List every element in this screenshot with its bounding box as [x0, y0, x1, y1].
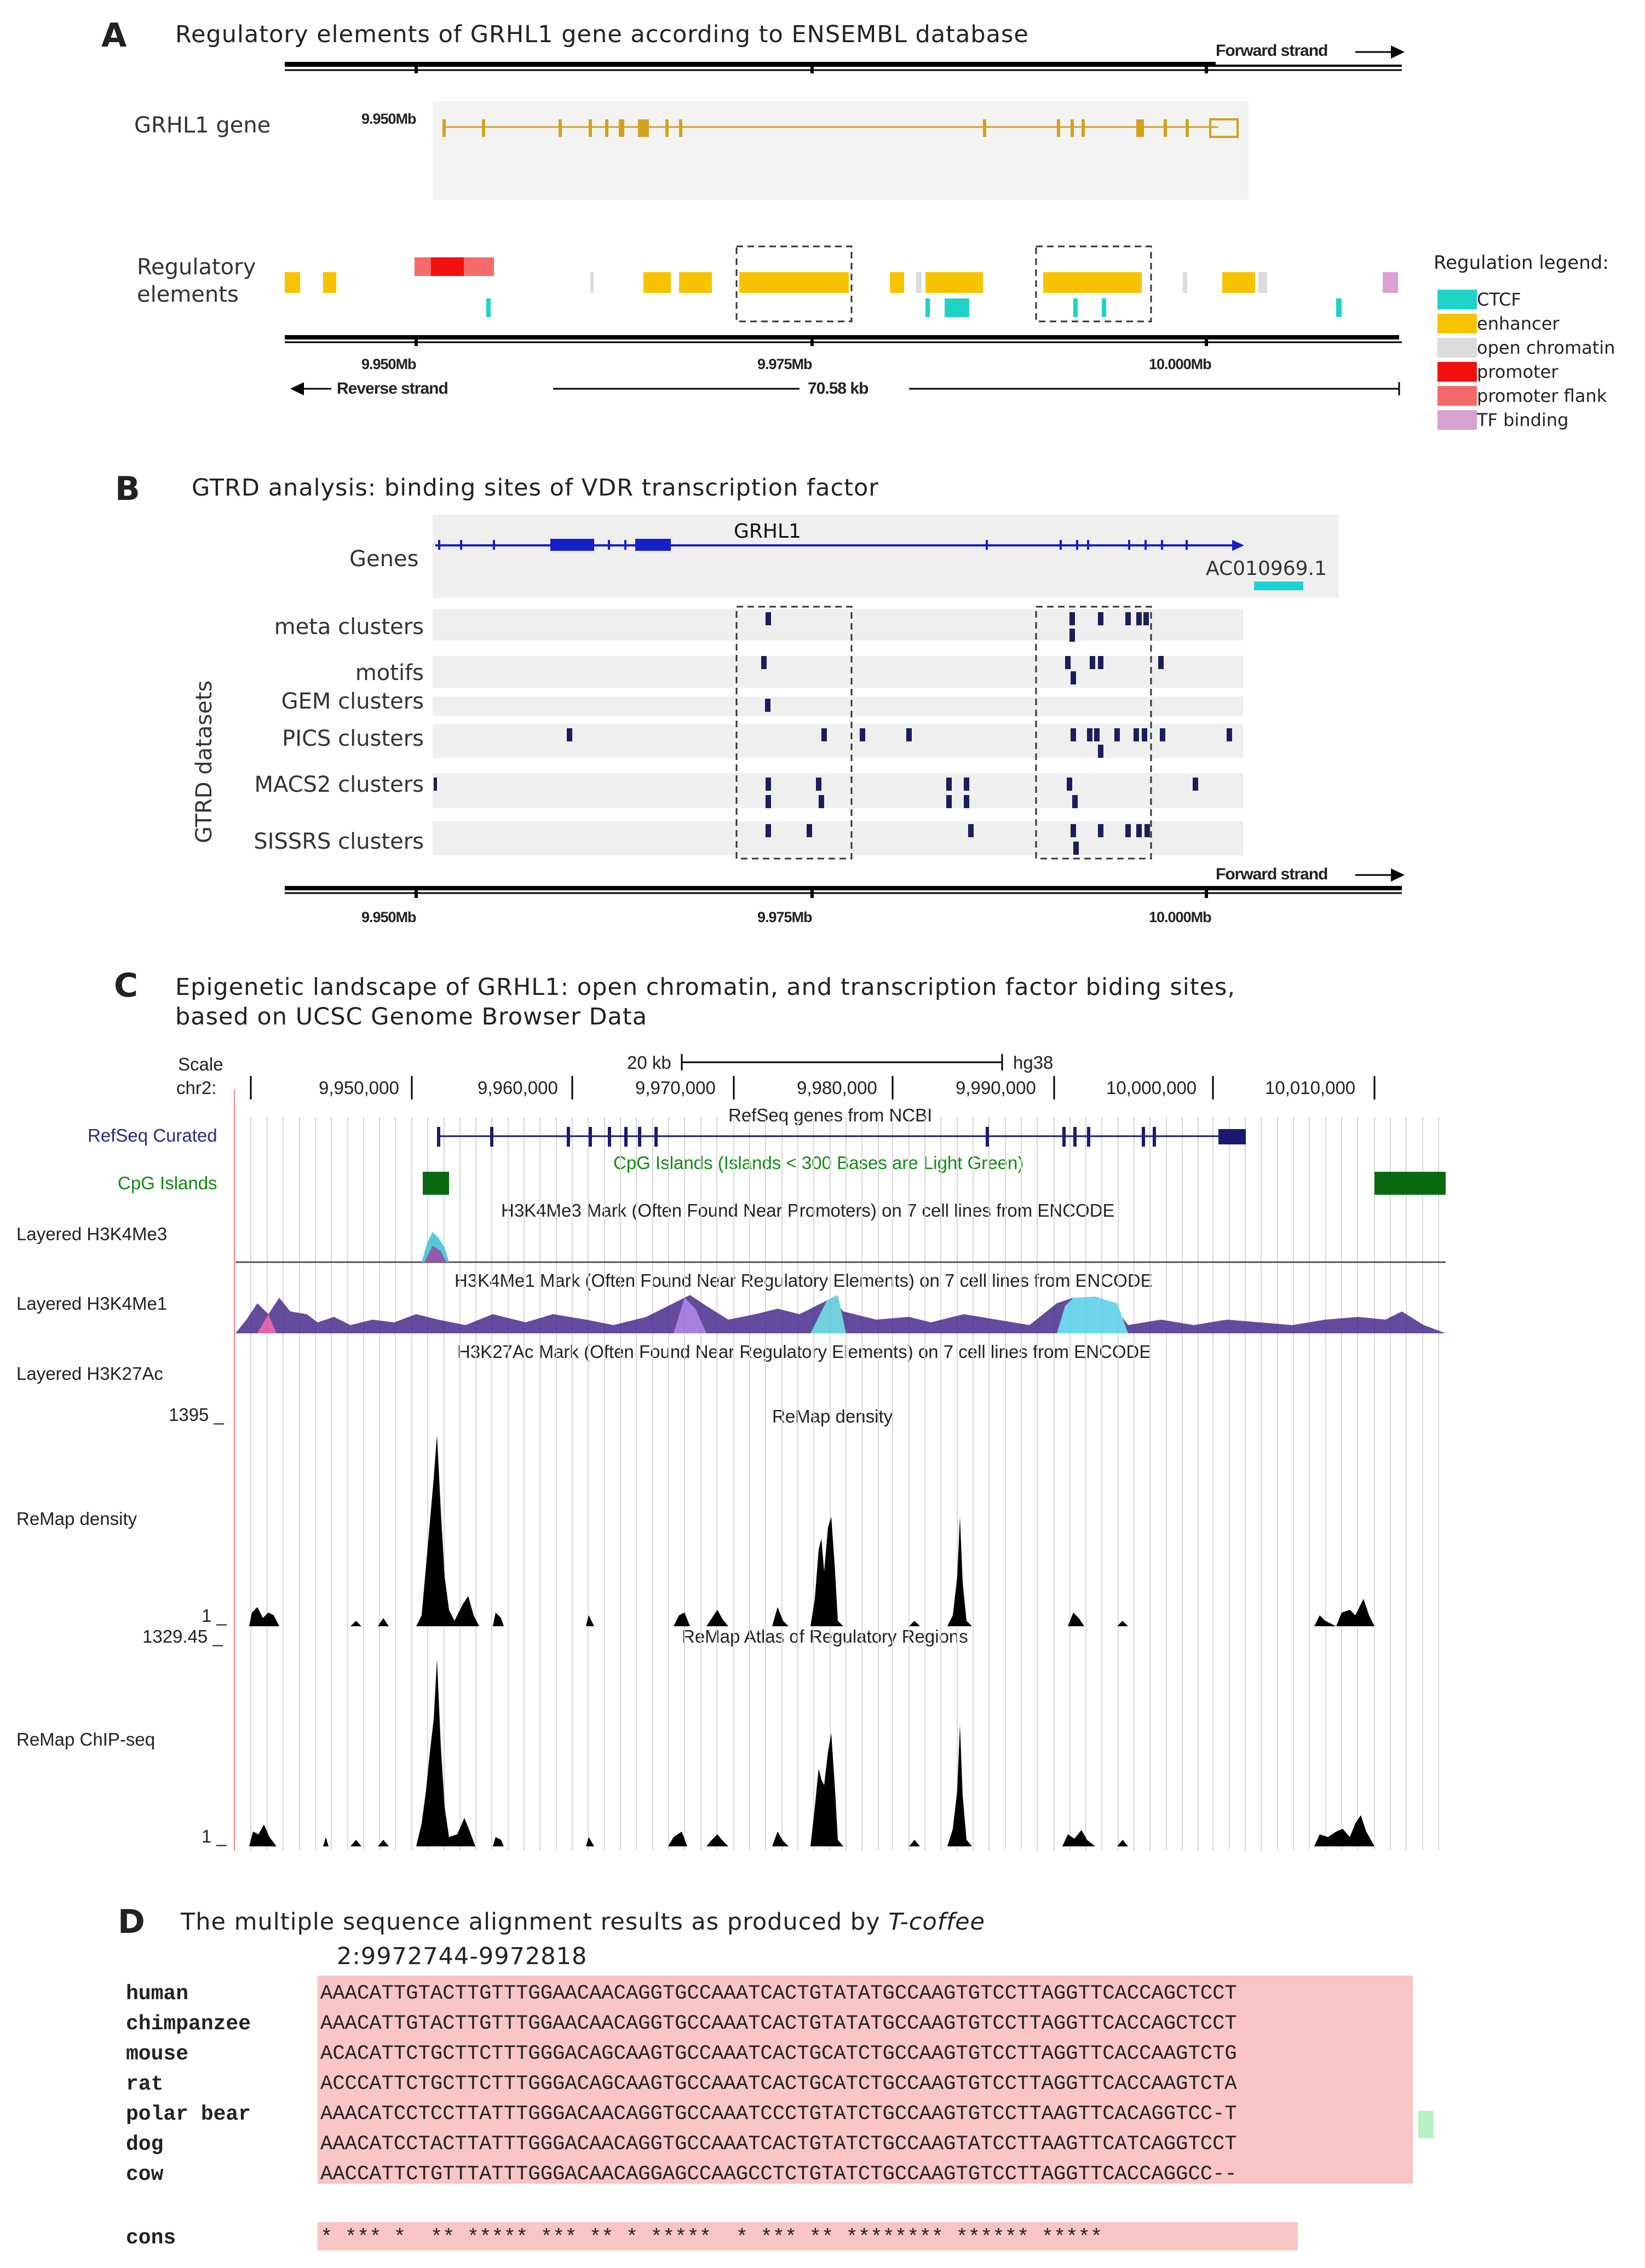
track-gem-clusters: GEM clusters — [281, 689, 424, 714]
gtrd-datasets-text: GTRD datasets — [192, 680, 217, 843]
alignment-region: 2:9972744-9972818 — [337, 1943, 588, 1970]
panel-a-tick-bottom-2: 9.975Mb — [757, 356, 812, 372]
legend-label: promoter flank — [1477, 385, 1607, 406]
gene-track-label: GRHL1 gene — [134, 113, 271, 138]
legend-label: CTCF — [1477, 289, 1521, 310]
scale-bar-label: 20 kb — [627, 1052, 671, 1073]
refseq-gene — [437, 1127, 1246, 1147]
remap-density-min: 1 _ — [202, 1605, 227, 1626]
remap-density-max: 1395 _ — [169, 1404, 224, 1425]
panel-a-label: A — [101, 16, 127, 55]
cpg-island-2 — [1374, 1172, 1446, 1195]
species-human: human — [126, 1982, 189, 2006]
panel-d-label: D — [118, 1903, 145, 1941]
panel-a-tick-1: 9.950Mb — [361, 111, 416, 127]
panel-a-tick-bottom-1: 9.950Mb — [361, 356, 416, 372]
panel-a-title: Regulatory elements of GRHL1 gene according to ENSEMBL database — [175, 21, 1029, 48]
panel-b-forward-strand: Forward strand — [1216, 865, 1328, 883]
h3k4me3-track-label: Layered H3K4Me3 — [16, 1224, 168, 1244]
remap-chip-min: 1 _ — [202, 1826, 227, 1846]
chr-tick-1: 9,950,000 — [319, 1078, 399, 1098]
refseq-desc: RefSeq genes from NCBI — [728, 1105, 933, 1125]
track-sissrs-clusters: SISSRS clusters — [254, 829, 424, 854]
sequence-polar-bear: AAACATCCTCCTTATTTGGGACAACAGGTGCCAAATCCCTGTATCTGCCAAGTGTCCTTAAGTTCACAGGTCC-T — [320, 2103, 1237, 2126]
sequence-mouse: ACACATTCTGCTTCTTTGGGACAGCAAGTGCCAAATCACTGCATCTGCCAAGTGTCCTTAGGTTCACCAAGTCTG — [320, 2042, 1237, 2065]
species-dog: dog — [126, 2133, 164, 2156]
h3k4me1-track-label: Layered H3K4Me1 — [16, 1293, 168, 1314]
sequence-dog: AAACATCCTACTTATTTGGGACAACAGGTGCCAAATCACTGTATCTGCCAAGTATCCTTAAGTTCATCAGGTCCT — [320, 2133, 1237, 2156]
track-pics-clusters: PICS clusters — [282, 726, 424, 751]
track-macs2-clusters: MACS2 clusters — [254, 772, 424, 797]
regulatory-label-1: Regulatory — [137, 255, 256, 280]
sequence-list — [320, 1979, 1237, 2190]
panel-b-title: GTRD analysis: binding sites of VDR transcription factor — [192, 474, 879, 502]
chr-tick-4: 9,980,000 — [797, 1078, 877, 1098]
sequence-human: AAACATTGTACTTGTTTGGAACAACAGGTGCCAAATCACTGTATATGCCAAGTGTCCTTAGGTTCACCAGCTCCT — [320, 1982, 1237, 2005]
panel-a-tick-bottom-3: 10.000Mb — [1149, 356, 1211, 372]
panel-b-tick-2: 9.975Mb — [757, 909, 812, 925]
remap-chip-track-label: ReMap ChIP-seq — [16, 1729, 156, 1749]
panel-d-title-prefix: The multiple sequence alignment results as produced by — [181, 1908, 889, 1936]
remap-chip-desc: ReMap Atlas of Regulatory Regions — [682, 1626, 968, 1647]
panel-d-title — [181, 1908, 985, 1936]
gene-ac010969-name: AC010969.1 — [1206, 557, 1327, 580]
h3k27ac-track-label: Layered H3K27Ac — [16, 1363, 163, 1384]
panel-b-label: B — [115, 470, 140, 508]
species-list — [126, 1979, 251, 2190]
species-rat: rat — [126, 2073, 164, 2096]
cpg-island-1 — [423, 1172, 449, 1195]
chr-tick-2: 9,960,000 — [478, 1078, 558, 1098]
panel-c-title-2: based on UCSC Genome Browser Data — [175, 1003, 648, 1031]
legend-label: promoter — [1477, 361, 1558, 382]
h3k4me1-signal — [235, 1295, 1446, 1333]
consensus-line: * *** * ** ***** *** ** * ***** * *** ** ******** ****** ***** — [320, 2226, 1103, 2249]
cpg-desc: CpG Islands (Islands < 300 Bases are Light Green) — [613, 1153, 1024, 1173]
chr-tick-3: 9,970,000 — [635, 1078, 716, 1098]
legend-label: TF binding — [1477, 410, 1569, 430]
h3k4me1-desc: H3K4Me1 Mark (Often Found Near Regulatory Elements) on 7 cell lines from ENCODE — [455, 1270, 1153, 1291]
panel-d-title-tool: T-coffee — [888, 1908, 985, 1936]
h3k27ac-desc: H3K27Ac Mark (Often Found Near Regulatory Elements) on 7 cell lines from ENCODE — [457, 1342, 1152, 1362]
consensus-label: cons — [126, 2226, 176, 2250]
remap-chip-max: 1329.45 _ — [142, 1626, 223, 1647]
chr-tick-6: 10,000,000 — [1106, 1078, 1197, 1098]
gene-grhl1-name: GRHL1 — [734, 520, 801, 543]
cpg-track-label: CpG Islands — [118, 1173, 217, 1193]
h3k4me3-desc: H3K4Me3 Mark (Often Found Near Promoters) on 7 cell lines from ENCODE — [501, 1200, 1115, 1221]
species-cow: cow — [126, 2163, 164, 2186]
h3k4me3-signal — [235, 1232, 1446, 1262]
chr-tick-7: 10,010,000 — [1265, 1078, 1356, 1098]
alignment-gap-highlight — [1418, 2111, 1434, 2138]
panel-b-tick-1: 9.950Mb — [361, 909, 416, 925]
remap-density-desc: ReMap density — [772, 1406, 893, 1426]
remap-density-signal — [235, 1435, 1446, 1626]
assembly-label: hg38 — [1013, 1052, 1054, 1073]
panel-c-label: C — [114, 966, 139, 1005]
remap-chip-signal — [235, 1659, 1446, 1846]
regulation-legend-title: Regulation legend: — [1434, 252, 1609, 274]
track-meta-clusters: meta clusters — [274, 614, 424, 640]
panel-c-title-1: Epigenetic landscape of GRHL1: open chromatin, and transcription factor biding sites, — [175, 974, 1236, 1001]
sequence-rat: ACCCATTCTGCTTCTTTGGGACAGCAAGTGCCAAATCACTGCATCTGCCAAGTGTCCTTAGGTTCACCAAGTCTA — [320, 2073, 1237, 2096]
scale-label: Scale — [178, 1054, 223, 1074]
legend-label: enhancer — [1477, 313, 1560, 334]
species-mouse: mouse — [126, 2042, 189, 2066]
chr-label: chr2: — [176, 1078, 217, 1098]
species-polar-bear: polar bear — [126, 2103, 251, 2126]
sequence-chimpanzee: AAACATTGTACTTGTTTGGAACAACAGGTGCCAAATCACTGTATATGCCAAGTGTCCTTAGGTTCACCAGCTCCT — [320, 2012, 1237, 2035]
regulatory-label-2: elements — [137, 282, 239, 307]
panel-a-span: 70.58 kb — [808, 379, 868, 398]
panel-a-reverse-strand: Reverse strand — [337, 379, 448, 398]
panel-a-forward-strand: Forward strand — [1216, 42, 1328, 60]
species-chimpanzee: chimpanzee — [126, 2012, 251, 2036]
refseq-track-label: RefSeq Curated — [88, 1125, 217, 1145]
chr-tick-5: 9,990,000 — [956, 1078, 1036, 1098]
remap-density-track-label: ReMap density — [16, 1509, 137, 1529]
panel-b-tick-3: 10.000Mb — [1149, 909, 1211, 925]
legend-label: open chromatin — [1477, 337, 1615, 358]
genes-track-label: Genes — [349, 546, 419, 572]
track-motifs: motifs — [355, 660, 424, 686]
sequence-cow: AACCATTCTGTTTATTTGGGACAACAGGAGCCAAGCCTCTGTATCTGCCAAGTGTCCTTAGGTTCACCAGGCC-- — [320, 2163, 1237, 2186]
